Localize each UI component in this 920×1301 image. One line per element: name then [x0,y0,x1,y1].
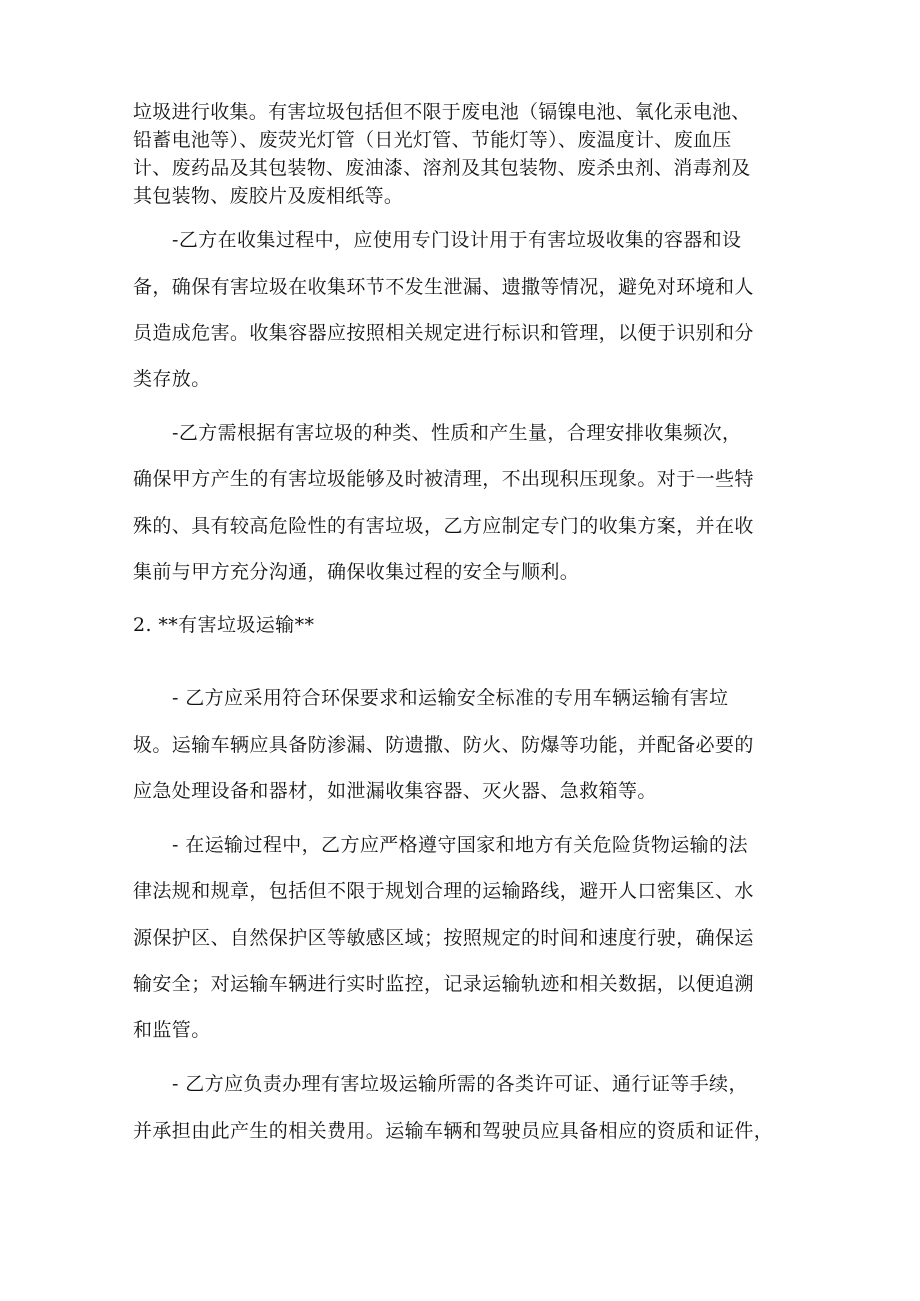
text-line: 和监管。 [133,1019,211,1041]
text-line: 集前与甲方充分沟通，确保收集过程的安全与顺利。 [133,561,580,583]
text-line: - 在运输过程中，乙方应严格遵守国家和地方有关危险货物运输的法 [172,834,748,856]
text-line: -乙方在收集过程中，应使用专门设计用于有害垃圾收集的容器和设 [172,229,742,251]
text-line: -乙方需根据有害垃圾的种类、性质和产生量，合理安排收集频次， [172,422,742,444]
text-line: 计、废药品及其包装物、废油漆、溶剂及其包装物、废杀虫剂、消毒剂及 [133,157,751,179]
text-line: 员造成危害。收集容器应按照相关规定进行标识和管理，以便于识别和分 [133,322,754,344]
text-line: 源保护区、自然保护区等敏感区域；按照规定的时间和速度行驶，确保运 [133,927,754,949]
text-line: 律法规和规章，包括但不限于规划合理的运输路线，避开人口密集区、水 [133,880,754,902]
text-line: 殊的、具有较高危险性的有害垃圾，乙方应制定专门的收集方案，并在收 [133,515,754,537]
text-line: - 乙方应负责办理有害垃圾运输所需的各类许可证、通行证等手续， [172,1073,748,1095]
text-line: 其包装物、废胶片及废相纸等。 [133,185,404,207]
text-line: 应急处理设备和器材，如泄漏收集容器、灭火器、急救箱等。 [133,780,657,802]
text-line: 输安全；对运输车辆进行实时监控，记录运输轨迹和相关数据，以便追溯 [133,973,754,995]
text-line: 确保甲方产生的有害垃圾能够及时被清理，不出现积压现象。对于一些特 [133,468,754,490]
text-line: 备，确保有害垃圾在收集环节不发生泄漏、遗撒等情况，避免对环境和人 [133,276,754,298]
text-line: 垃圾进行收集。有害垃圾包括但不限于废电池（镉镍电池、氧化汞电池、 [133,101,751,123]
text-line: 铅蓄电池等）、废荧光灯管（日光灯管、节能灯等）、废温度计、废血压 [133,129,732,151]
text-line: 类存放。 [133,368,211,390]
text-line: 圾。运输车辆应具备防渗漏、防遗撒、防火、防爆等功能，并配备必要的 [133,734,754,756]
section-title: 2. **有害垃圾运输** [133,614,315,636]
text-line: 并承担由此产生的相关费用。运输车辆和驾驶员应具备相应的资质和证件， [133,1120,774,1142]
text-line: - 乙方应采用符合环保要求和运输安全标准的专用车辆运输有害垃 [172,687,729,709]
